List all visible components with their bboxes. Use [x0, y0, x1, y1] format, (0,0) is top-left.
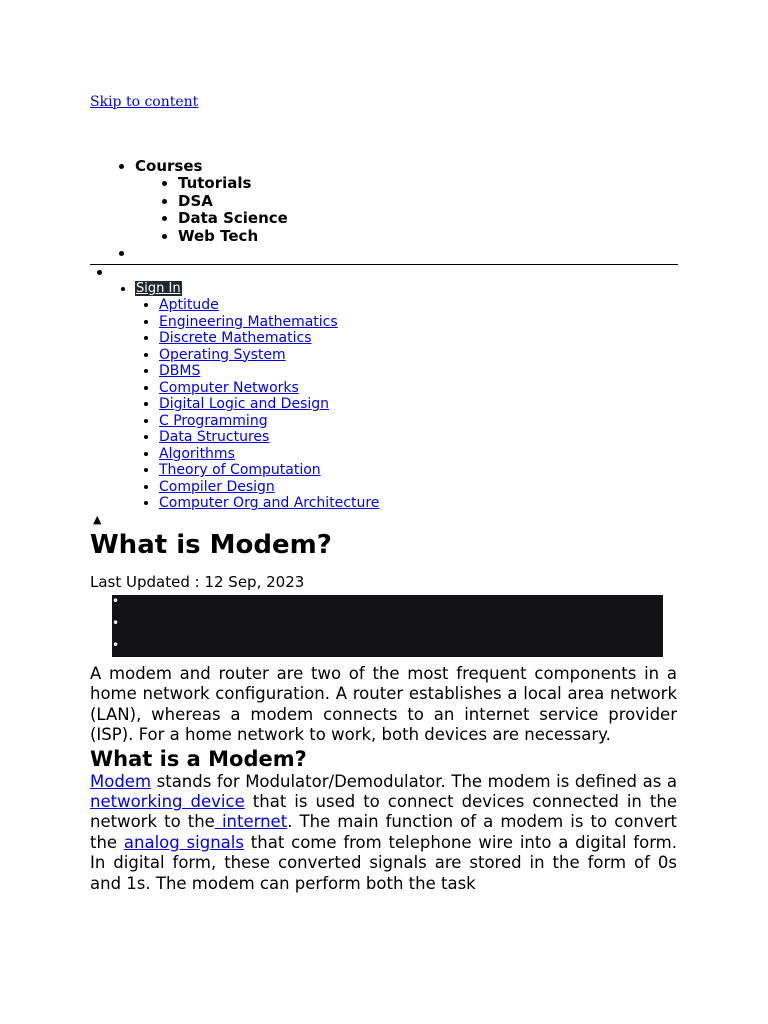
subject-item — [159, 380, 379, 397]
paragraph-text: stands for Modulator/Demodulator. The modem is defined as a — [151, 771, 677, 791]
article-body — [90, 664, 677, 894]
subject-link-discrete-mathematics[interactable]: Discrete Mathematics — [159, 330, 312, 346]
share-toolbar — [112, 595, 663, 657]
subject-link-algorithms[interactable]: Algorithms — [159, 445, 235, 462]
menu-item-empty — [135, 245, 678, 262]
subject-item — [159, 413, 379, 430]
subject-item — [159, 363, 379, 380]
subject-link-data-structures[interactable]: Data Structures — [159, 429, 270, 445]
modem-link[interactable]: Modem — [90, 771, 152, 791]
subject-link-computer-org[interactable]: Computer Org and Architecture — [159, 495, 380, 511]
courses-submenu — [135, 175, 678, 245]
toolbar-item[interactable] — [112, 617, 663, 639]
paragraph-text: that is used to connect devices connected in the network to the — [90, 792, 677, 832]
subject-link-engineering-mathematics[interactable]: Engineering Mathematics — [159, 313, 338, 330]
subject-item — [159, 495, 379, 512]
page-title: What is Modem? — [90, 530, 332, 560]
signin-item — [135, 281, 182, 297]
subject-link-theory-of-computation[interactable]: Theory of Computation — [159, 462, 321, 478]
submenu-item-dsa[interactable]: • DSA — [178, 193, 678, 211]
share-toolbar-list — [112, 595, 663, 661]
subject-item — [159, 462, 379, 479]
intro-paragraph: A modem and router are two of the most frequent components in a home network configuration. A router establishes a local area network (LAN), whereas a modem connects to an internet service provider (ISP). For a home network to work, both devices are necessary. — [90, 664, 677, 745]
subject-link-aptitude[interactable]: Aptitude — [159, 297, 219, 313]
menu-item-courses[interactable] — [135, 158, 678, 245]
subject-item — [159, 429, 379, 446]
toolbar-item[interactable] — [112, 639, 663, 661]
submenu-item-tutorials[interactable]: • Tutorials — [178, 175, 678, 193]
sign-in-button[interactable]: Sign In — [136, 281, 181, 296]
menu-list-secondary — [90, 264, 113, 281]
internet-link[interactable]: internet — [214, 812, 288, 832]
submenu-item-data-science[interactable]: • Data Science — [178, 210, 678, 228]
subject-link-computer-networks[interactable]: Computer Networks — [159, 379, 299, 396]
submenu-item-web-tech[interactable]: • Web Tech — [178, 228, 678, 246]
signin-list — [90, 281, 182, 297]
analog-signals-link[interactable]: analog signals — [123, 832, 244, 852]
subject-link-compiler-design[interactable]: Compiler Design — [159, 478, 275, 495]
subject-item — [159, 479, 379, 496]
modem-paragraph — [90, 772, 677, 894]
subject-item — [159, 314, 379, 331]
top-menu — [90, 158, 678, 262]
subject-link-operating-system[interactable]: Operating System — [159, 346, 286, 363]
skip-to-content-link[interactable]: Skip to content — [90, 94, 199, 110]
last-updated: Last Updated : 12 Sep, 2023 — [90, 573, 305, 591]
paragraph-text: . The main function of a modem is to convert the — [90, 812, 678, 852]
subject-item — [159, 446, 379, 463]
subject-item — [159, 330, 379, 347]
menu-divider — [90, 264, 678, 265]
menu-courses-label[interactable]: Courses — [135, 157, 203, 175]
networking-device-link[interactable]: networking device — [90, 792, 245, 812]
subject-list — [90, 297, 379, 512]
subject-link-digital-logic[interactable]: Digital Logic and Design — [159, 396, 330, 412]
subject-item — [159, 347, 379, 364]
paragraph-text: that come from telephone wire into a digital form. In digital form, these converted signals are stored in the form of 0s and 1s. The modem can perform both the task — [90, 832, 678, 893]
subject-link-dbms[interactable]: DBMS — [159, 363, 201, 379]
section-heading: What is a Modem? — [90, 746, 307, 771]
subject-item — [159, 396, 379, 413]
toolbar-item[interactable] — [112, 595, 663, 617]
subject-item — [159, 297, 379, 314]
triangle-up-icon[interactable]: ▲ — [93, 513, 102, 526]
subject-link-c-programming[interactable]: C Programming — [159, 412, 268, 429]
